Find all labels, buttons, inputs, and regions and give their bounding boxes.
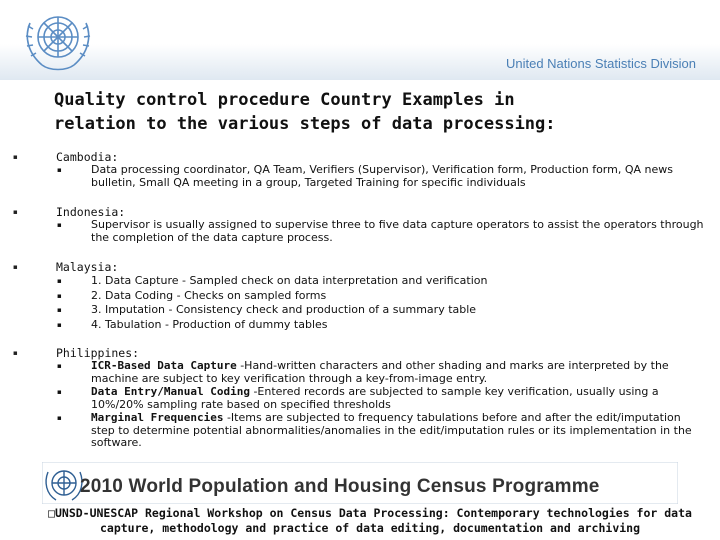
list-item: ▪ 2. Data Coding - Checks on sampled forms — [57, 288, 327, 302]
list-item: ▪ 4. Tabulation - Production of dummy tables — [57, 317, 328, 331]
bullet-icon: ▪ — [13, 263, 18, 271]
bullet-icon: ▪ — [13, 153, 18, 161]
workshop-footer: □UNSD-UNESCAP Regional Workshop on Census Data Processing: Contemporary technologies for data capture, methodology and practice of data editing, documentation and archiving — [48, 506, 692, 535]
list-item: ▪ 3. Imputation - Consistency check and production of a summary table — [57, 303, 477, 316]
bullet-icon: ▪ — [57, 166, 62, 174]
section-label: Malaysia: — [56, 260, 119, 274]
section-label: Indonesia: — [56, 205, 126, 219]
section-indonesia — [0, 205, 720, 244]
un-emblem-icon — [20, 7, 96, 75]
bullet-icon: ▪ — [57, 362, 62, 370]
bullet-icon: ▪ — [57, 320, 62, 329]
list-item: ▪ Data Entry/Manual Coding -Entered records are subjected to sample key verification, usually using a 10%/20% sampling rate based on specified thresholds — [57, 385, 659, 411]
section-label: Philippines: — [56, 346, 140, 360]
bullet-icon: ▪ — [13, 208, 18, 216]
list-item: ▪ Supervisor is usually assigned to supervise three to five data capture operators to assist the operators through the completion of the data capture process. — [57, 218, 704, 244]
bullet-icon: ▪ — [57, 277, 62, 285]
section-philippines — [0, 346, 720, 450]
bullet-icon: ▪ — [57, 221, 62, 229]
bullet-icon: ▪ — [57, 291, 62, 300]
section-cambodia — [0, 150, 720, 189]
bullet-icon: ▪ — [13, 349, 18, 357]
list-item: ▪ 1. Data Capture - Sampled check on data interpretation and verification — [57, 274, 488, 287]
box-icon: □ — [48, 506, 55, 520]
list-item: ▪ Marginal Frequencies -Items are subjected to frequency tabulations before and after the edit/imputation step to determine potential abnormalities/anomalies in the edit/imputation rules or its implementation in the software. — [57, 411, 692, 449]
bullet-icon: ▪ — [57, 388, 62, 396]
section-label: Cambodia: — [56, 150, 119, 164]
slide-title: Quality control procedure Country Examples in relation to the various steps of data processing: — [54, 90, 556, 134]
bullet-icon: ▪ — [57, 414, 62, 422]
list-item: ▪ ICR-Based Data Capture -Hand-written characters and other shading and marks are interpreted by the machine are subject to key verification through a key-from-image entry. — [57, 359, 669, 385]
list-item: ▪ Data processing coordinator, QA Team, Verifiers (Supervisor), Verification form, Production form, QA news bulletin, Small QA meeting in a group, Targeted Training for specific individuals — [57, 163, 673, 189]
section-malaysia — [0, 260, 501, 332]
bullet-icon: ▪ — [57, 306, 62, 314]
programme-title: 2010 World Population and Housing Census Programme — [80, 476, 600, 497]
org-name: United Nations Statistics Division — [505, 56, 696, 71]
